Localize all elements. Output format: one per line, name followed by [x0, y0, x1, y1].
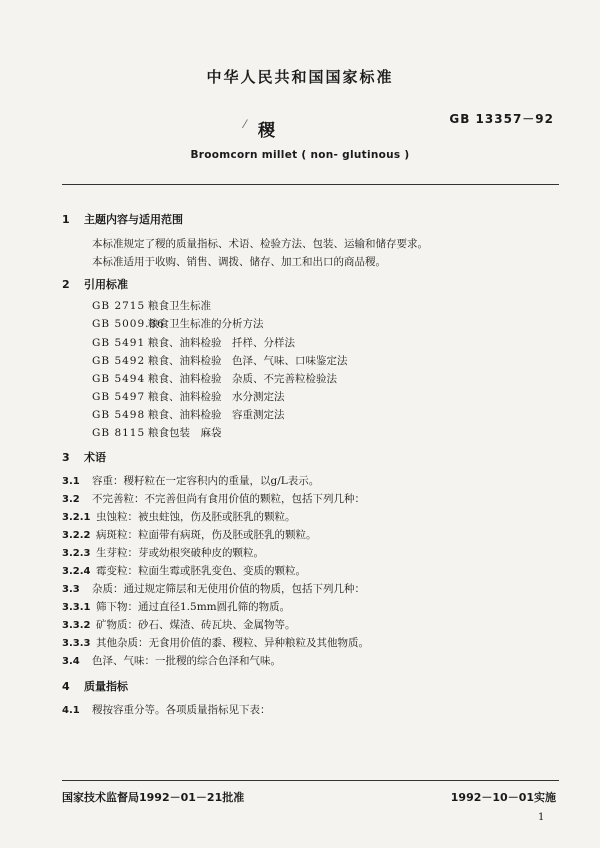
term-definition: 3.3.2 矿物质：砂石、煤渣、砖瓦块、金属物等。 [62, 619, 296, 631]
section-heading-1: 1 主题内容与适用范围 [62, 213, 183, 226]
header-divider [62, 184, 559, 185]
reference-item: GB 5492 粮食、油料检验 色泽、气味、口味鉴定法 [92, 355, 348, 367]
term-definition: 3.2 不完善粒：不完善但尚有食用价值的颗粒，包括下列几种： [62, 493, 365, 505]
reference-item: GB 5009.36粮食卫生标准的分析方法 [92, 318, 264, 330]
section-heading-2: 2 引用标准 [62, 278, 128, 291]
reference-item: GB 8115 粮食包装 麻袋 [92, 427, 222, 439]
scope-paragraph: 本标准适用于收购、销售、调拨、储存、加工和出口的商品稷。 [92, 256, 386, 268]
term-definition: 3.2.1 虫蚀粒：被虫蛀蚀，伤及胚或胚乳的颗粒。 [62, 511, 296, 523]
quality-clause: 4.1 稷按容重分等。各项质量指标见下表： [62, 704, 271, 716]
term-definition: 3.3.1 筛下物：通过直径1.5mm圆孔筛的物质。 [62, 601, 291, 613]
reference-item: GB 5497 粮食、油料检验 水分测定法 [92, 391, 285, 403]
term-definition: 3.2.3 生芽粒：芽或幼根突破种皮的颗粒。 [62, 547, 264, 559]
reference-item: GB 5491 粮食、油料检验 扦样、分样法 [92, 337, 295, 349]
reference-item: GB 5494 粮食、油料检验 杂质、不完善粒检验法 [92, 373, 337, 385]
section-heading-3: 3 术语 [62, 451, 106, 464]
scope-paragraph: 本标准规定了稷的质量指标、术语、检验方法、包装、运输和储存要求。 [92, 238, 428, 250]
scan-mark: ⁄ [244, 118, 246, 131]
term-definition: 3.2.4 霉变粒：粒面生霉或胚乳变色、变质的颗粒。 [62, 565, 306, 577]
standard-code: GB 13357－92 [449, 112, 554, 126]
issuing-body-title: 中华人民共和国国家标准 [206, 68, 394, 86]
term-definition: 3.3.3 其他杂质：无食用价值的黍、稷粒、异种粮粒及其他物质。 [62, 637, 369, 649]
standard-title-english: Broomcorn millet ( non- glutinous ) [190, 149, 410, 161]
page-number: 1 [538, 812, 545, 823]
reference-item: GB 5498 粮食、油料检验 容重测定法 [92, 409, 285, 421]
standard-title-chinese: 稷 [258, 121, 275, 141]
reference-item: GB 2715 粮食卫生标准 [92, 300, 211, 312]
term-definition: 3.2.2 病斑粒：粒面带有病斑，伤及胚或胚乳的颗粒。 [62, 529, 317, 541]
effective-date: 1992－10－01实施 [450, 791, 556, 804]
term-definition: 3.3 杂质：通过规定筛层和无使用价值的物质，包括下列几种： [62, 583, 365, 595]
term-definition: 3.1 容重：稷籽粒在一定容积内的重量，以g/L表示。 [62, 475, 320, 487]
approval-notice: 国家技术监督局1992－01－21批准 [62, 791, 245, 804]
term-definition: 3.4 色泽、气味：一批稷的综合色泽和气味。 [62, 655, 281, 667]
footer-divider [62, 780, 559, 781]
section-heading-4: 4 质量指标 [62, 680, 128, 693]
